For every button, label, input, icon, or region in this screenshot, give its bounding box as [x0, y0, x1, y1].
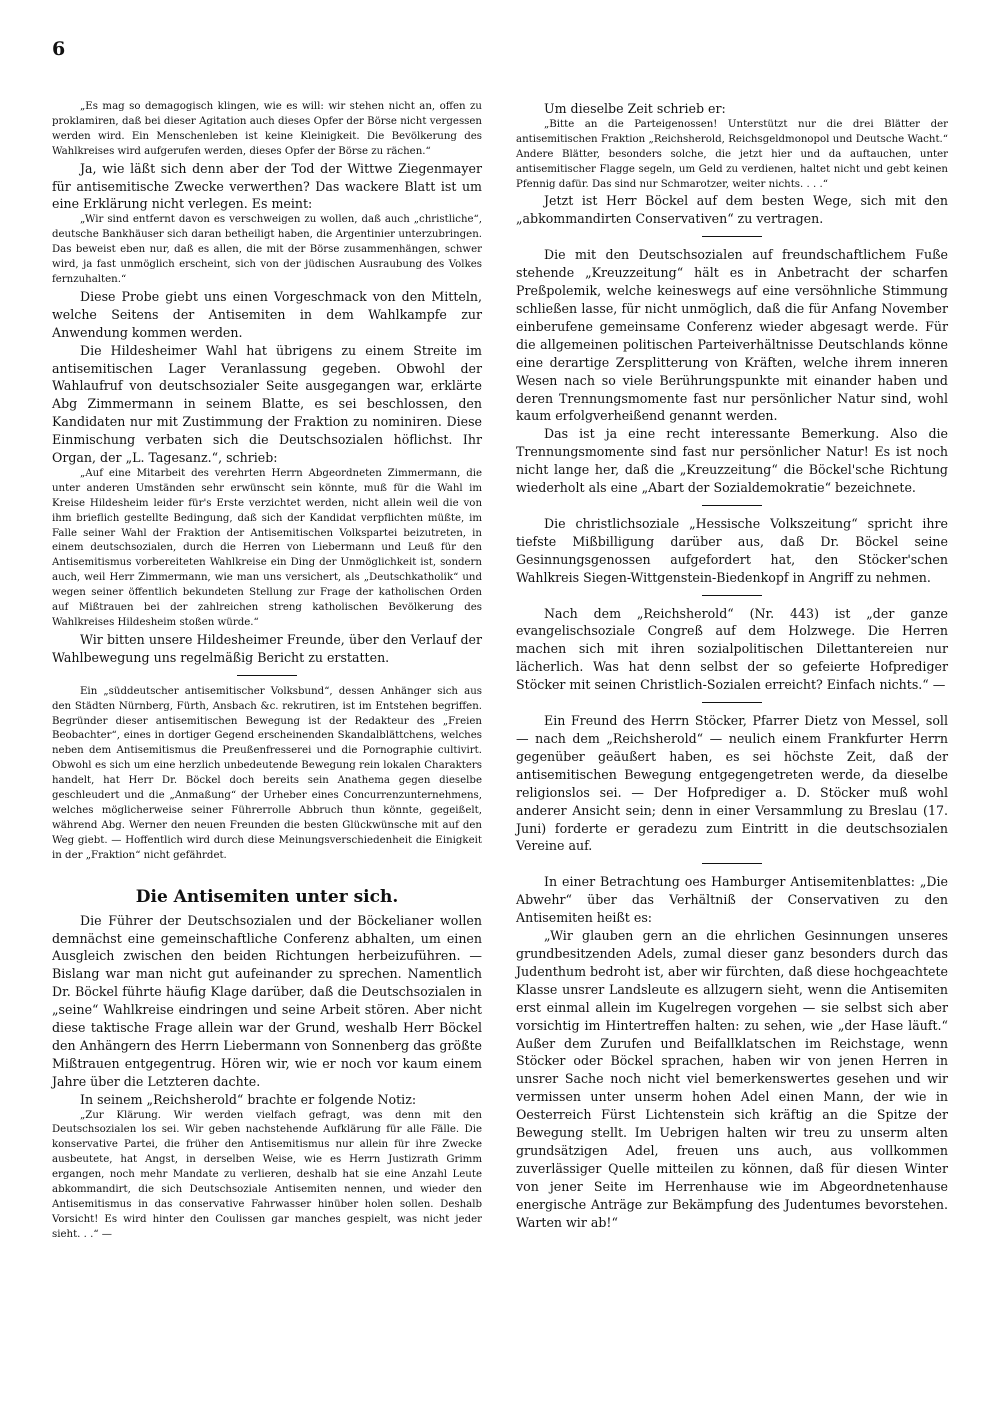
body-paragraph: Nach dem „Reichsherold“ (Nr. 443) ist „der ganze evangelischsoziale Congreß auf dem Holzwege. Die Herren machen sich mit ihren sozialpolitischen Dilettantereien nur lächerlich. Was hat denn selbst der so gefeierte Hofprediger Stöcker mit seinen Christlich-Sozialen erreicht? Einfach nichts.“ — — [516, 605, 948, 693]
body-paragraph: Die mit den Deutschsozialen auf freundschaftlichem Fuße stehende „Kreuzzeitung“ hält es in Anbetracht der scharfen Preßpolemik, welche keineswegs auf eine versöhnliche Stimmung schließen lasse, für nicht unmöglich, daß die für Anfang November einberufene gemeinsame Conferenz wieder abgesagt werde. Für die allgemeinen politischen Parteiverhältnisse Deutschlands könne eine derartige Zersplitterung von Kräften, welche ihrem inneren Wesen nach so viele Berührungspunkte mit einander haben und deren Trennungsmomente fast nur persönlicher Natur sind, wohl kaum erfolgverheißend genannt werden. — [516, 247, 948, 424]
body-paragraph: „Wir glauben gern an die ehrlichen Gesinnungen unseres grundbesitzenden Adels, zumal dieser ganz besonders durch das Judenthum bedroht ist, aber wir fürchten, daß diese hochgeachtete Klasse unsrer Landsleute es allzugern sieht, wenn die Antisemiten erst einmal allein im Kugelregen vorgehen — sie selbst sich aber vorsichtig im Hintertreffen halten: zu sehen, wie „der Hase läuft.“ Außer dem Zurufen und Beifallklatschen im Reichstage, wenn Stöcker oder Böckel sprachen, haben wir von jenen Herren in unsrer Sache noch nicht viel bemerkenswertes gesehen und wir vermissen unter unserm hohen Adel einen Mann, der wie in Oesterreich Fürst Lichtenstein sich kräftig an die Spitze der Bewegung stellt. Im Uebrigen halten wir treu zu unserm alten grundsätzigen Adel, freuen uns auch, aus vollkommen zuverlässiger Quelle mitteilen zu können, daß für diesen Winter von jener Seite im Herrenhause wie im Abgeordnetenhause energische Anträge zur Bekämpfung des Judentumes bevorstehen. Warten wir ab!“ — [516, 928, 948, 1230]
quote-paragraph: „Wir sind entfernt davon es verschweigen zu wollen, daß auch „christliche“, deutsche Bankhäuser sich daran betheiligt haben, die Argentinier unterzubringen. Das beweist eben nur, daß es allen, die mit der Börse zusammenhängen, schwer wird, ja fast unmöglich erscheint, sich von der jüdischen Ausraubung des Volkes fernzuhalten.“ — [52, 214, 482, 285]
body-paragraph: Ein Freund des Herrn Stöcker, Pfarrer Dietz von Messel, soll — nach dem „Reichsherold“ — neulich einem Frankfurter Herrn gegenüber geäußert haben, es sei höchste Zeit, daß der antisemitischen Bewegung entgegengetreten werde, da dieselbe religionslos sei. — Der Hofprediger a. D. Stöcker muß wohl anderer Ansicht sein; denn in einer Versammlung zu Breslau (17. Juni) forderte er geradezu zum Eintritt in die deutschsozialen Vereine auf. — [516, 713, 948, 854]
page-number: 6 — [52, 38, 66, 60]
section-divider — [702, 236, 762, 237]
section-divider — [702, 505, 762, 506]
body-paragraph: Wir bitten unsere Hildesheimer Freunde, über den Verlauf der Wahlbewegung uns regelmäßig Bericht zu erstatten. — [52, 631, 482, 665]
quote-paragraph: „Zur Klärung. Wir werden vielfach gefragt, was denn mit den Deutschsozialen los sei. Wir geben nachstehende Aufklärung für alle Fälle. Die konservative Partei, die früher den Antisemitismus nur allein für ihre Zwecke ausbeutete, hat Angst, in derselben Weise, wie es Herrn Justizrath Grimm ergangen, noch mehr Mandate zu verlieren, deshalb hat sie eine Anzahl Leute abkommandirt, die sich Deutschsoziale Antisemiten nennen, und wieder den Antisemitismus in das conservative Fahrwasser hinüber holen sollen. Deshalb Vorsicht! Es wird hinter den Coulissen gar manches gespielt, was nicht jeder sieht. . .“ — — [52, 1109, 482, 1240]
quote-paragraph: „Auf eine Mitarbeit des verehrten Herrn Abgeordneten Zimmermann, die unter anderen Umständen sehr erwünscht sein könnte, muß für die Wahl im Kreise Hildesheim leider für's Erste verzichtet werden, nicht allein weil die von ihm brieflich gestellte Bedingung, daß sich der Kandidat verpflichten müßte, im Falle seiner Wahl der Fraktion der Antisemitischen Volkspartei beizutreten, in einem deutschsozialen, durch die Herren von Liebermann und Leuß für den Antisemitismus vorbereiteten Wahlkreise ein Ding der Unmöglichkeit ist, sondern auch, weil Herr Zimmermann, wie man uns versichert, als „Deutschkatholik“ und wegen seiner öffentlich bekundeten Stellung zur Frage der katholischen Orden auf Mißtrauen bei der zahlreichen streng katholischen Bevölkerung des Wahlkreises Hildesheim stoßen würde.“ — [52, 467, 482, 628]
quote-paragraph: „Bitte an die Parteigenossen! Unterstützt nur die drei Blätter der antisemitischen Fraktion „Reichsherold, Reichsgeldmonopol und Deutsche Wacht.“ Andere Blätter, besonders solche, die jetzt hier und da auftauchen, unter antisemitischer Flagge segeln, um Geld zu verdienen, haltet nicht und gebt keinen Pfennig dafür. Das sind nur Schmarotzer, weiter nichts. . . .“ — [516, 118, 948, 190]
section-divider — [702, 863, 762, 864]
body-paragraph: Ja, wie läßt sich denn aber der Tod der Wittwe Ziegenmayer für antisemitische Zwecke verwerthen? Das wackere Blatt ist um eine Erklärung nicht verlegen. Es meint: — [52, 160, 482, 212]
section-divider — [702, 595, 762, 596]
quote-paragraph: „Es mag so demagogisch klingen, wie es will: wir stehen nicht an, offen zu proklamiren, daß bei dieser Agitation auch dieses Opfer der Börse nicht vergessen werden wird. Ein Menschenleben ist keine Kleinigkeit. Die Bevölkerung des Wahlkreises wird aufgerufen werden, dieses Opfer der Börse zu rächen.“ — [52, 101, 482, 157]
section-heading: Die Antisemiten unter sich. — [135, 886, 399, 907]
body-paragraph: Diese Probe giebt uns einen Vorgeschmack von den Mitteln, welche Seitens der Antisemiten in dem Wahlkampfe zur Anwendung kommen werden. — [52, 288, 482, 340]
body-paragraph: Die christlichsoziale „Hessische Volkszeitung“ spricht ihre tiefste Mißbilligung darüber aus, daß Dr. Böckel seine Gesinnungsgenossen aufgefordert hat, den Stöcker'schen Wahlkreis Siegen-Wittgenstein-Biedenkopf in Angriff zu nehmen. — [516, 515, 948, 585]
body-paragraph: Die Führer der Deutschsozialen und der Böckelianer wollen demnächst eine gemeinschaftliche Conferenz abhalten, um einen Ausgleich zwischen den beiden Richtungen herbeizuführen. — Bislang war man nicht gut aufeinander zu sprechen. Namentlich Dr. Böckel führte häufig Klage darüber, daß die Deutschsozialen in „seine“ Wahlkreise eindringen und seine Arbeit stören. Aber nicht diese taktische Frage allein war der Grund, weshalb Herr Böckel den Anhängern des Herrn Liebermann von Sonnenberg das größte Mißtrauen entgegentrug. Hören wir, wie er noch vor kaum einem Jahre über die Letzteren dachte. — [52, 912, 482, 1089]
body-paragraph: In einer Betrachtung oes Hamburger Antisemitenblattes: „Die Abwehr“ über das Verhältniß der Conservativen zu den Antisemiten heißt es: — [516, 874, 948, 926]
left-column — [52, 100, 482, 1243]
body-paragraph: In seinem „Reichsherold“ brachte er folgende Notiz: — [80, 1091, 417, 1107]
body-paragraph: Jetzt ist Herr Böckel auf dem besten Wege, sich mit den „abkommandirten Conservativen“ zu vertragen. — [516, 193, 948, 227]
body-paragraph: Die Hildesheimer Wahl hat übrigens zu einem Streite im antisemitischen Lager Veranlassung gegeben. Obwohl der Wahlaufruf von deutschsozialer Seite ausgegangen war, erklärte Abg Zimmermann in seinem Blatte, es sei beschlossen, den Kandidaten nur mit Zustimmung der Fraktion zu nominiren. Diese Einmischung verbaten sich die Deutschsozialen höflichst. Ihr Organ, der „L. Tagesanz.“, schrieb: — [52, 342, 482, 466]
body-paragraph: Das ist ja eine recht interessante Bemerkung. Also die Trennungsmomente sind fast nur persönlicher Natur! Es ist noch nicht lange her, daß die „Kreuzzeitung“ die Böckel'sche Richtung wiederholt als eine „Abart der Sozialdemokratie“ bezeichnete. — [516, 426, 948, 496]
section-divider — [237, 675, 297, 676]
news-item-paragraph: Ein „süddeutscher antisemitischer Volksbund“, dessen Anhänger sich aus den Städten Nürnberg, Fürth, Ansbach &c. rekrutiren, ist im Entstehen begriffen. Begründer dieser antisemitischen Bewegung ist der Redakteur des „Freien Beobachter“, eines in dortiger Gegend erscheinenden Skandalblättchens, welches neben dem Antisemitismus die Preußenfresserei und die Pornographie cultivirt. Obwohl es sich um eine herzlich unbedeutende Bewegung rein lokalen Charakters handelt, hat Herr Dr. Böckel doch bereits sein Anathema gegen dieselbe geschleudert und die „Anmaßung“ der Urheber eines Concurrenzunternehmens, welches möglicherweise seiner Führerrolle Abbruch thun könnte, gegeißelt, während Abg. Werner den neuen Freunden die besten Glückwünsche mit auf den Weg giebt. — Hoffentlich wird durch diese Meinungsverschiedenheit die Einigkeit in der „Fraktion“ nicht gefährdet. — [52, 685, 482, 861]
right-column — [516, 100, 948, 1231]
section-divider — [702, 702, 762, 703]
body-paragraph: Um dieselbe Zeit schrieb er: — [544, 101, 726, 116]
